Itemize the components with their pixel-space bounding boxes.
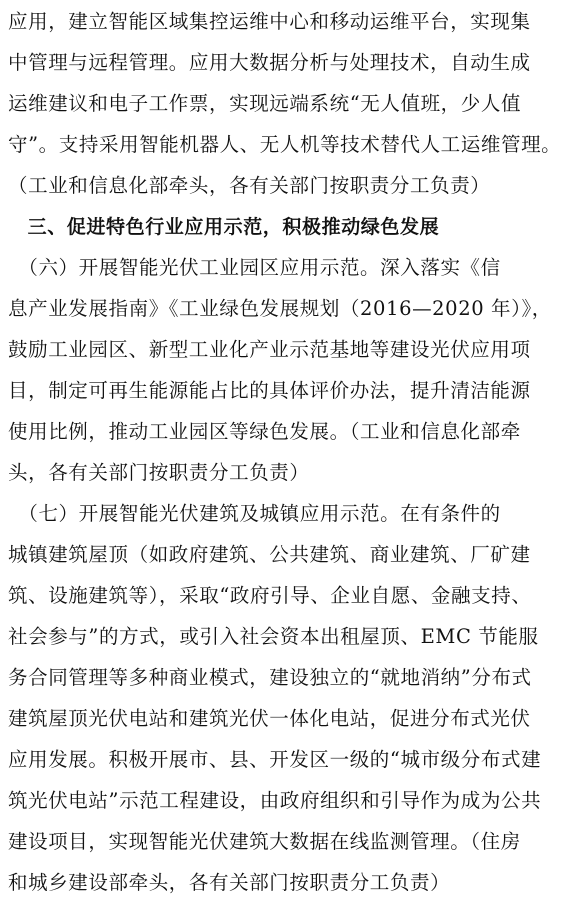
text-line: （七）开展智能光伏建筑及城镇应用示范。在有条件的	[8, 502, 501, 525]
text-line: 应用发展。积极开展市、县、开发区一级的“城市级分布式建	[8, 748, 542, 771]
text-line: 建设项目，实现智能光伏建筑大数据在线监测管理。（住房	[8, 830, 521, 853]
text-line: 筑光伏电站”示范工程建设，由政府组织和引导作为成为公共	[8, 789, 542, 812]
text-line: 务合同管理等多种商业模式，建设独立的“就地消纳”分布式	[8, 666, 532, 689]
text-line: 和城乡建设部牵头，各有关部门按职责分工负责）	[8, 871, 451, 894]
text-line: 中管理与远程管理。应用大数据分析与处理技术，自动生成	[8, 51, 531, 74]
text-line: 社会参与”的方式，或引入社会资本出租屋顶、EMC 节能服	[8, 625, 539, 648]
text-line: 运维建议和电子工作票，实现远端系统“无人值班，少人值	[8, 92, 522, 115]
text-line: 建筑屋顶光伏电站和建筑光伏一体化电站，促进分布式光伏	[8, 707, 531, 730]
text-line: 鼓励工业园区、新型工业化产业示范基地等建设光伏应用项	[8, 338, 531, 361]
text-line: 城镇建筑屋顶（如政府建筑、公共建筑、商业建筑、厂矿建	[8, 543, 531, 566]
text-line: 应用，建立智能区域集控运维中心和移动运维平台，实现集	[8, 10, 531, 33]
text-line: （工业和信息化部牵头，各有关部门按职责分工负责）	[8, 174, 491, 197]
text-line: 筑、设施建筑等），采取“政府引导、企业自愿、金融支持、	[8, 584, 532, 607]
text-line: 目，制定可再生能源能占比的具体评价办法，提升清洁能源	[8, 379, 531, 402]
text-line: 息产业发展指南》《工业绿色发展规划（2016—2020 年）》，	[8, 297, 552, 320]
section-heading: 三、促进特色行业应用示范，积极推动绿色发展	[8, 216, 440, 238]
text-line: 使用比例，推动工业园区等绿色发展。（工业和信息化部牵	[8, 420, 521, 443]
text-line: 守”。支持采用智能机器人、无人机等技术替代人工运维管理。	[8, 133, 562, 156]
text-line: 头，各有关部门按职责分工负责）	[8, 461, 310, 484]
text-line: （六）开展智能光伏工业园区应用示范。深入落实《信	[8, 256, 501, 279]
